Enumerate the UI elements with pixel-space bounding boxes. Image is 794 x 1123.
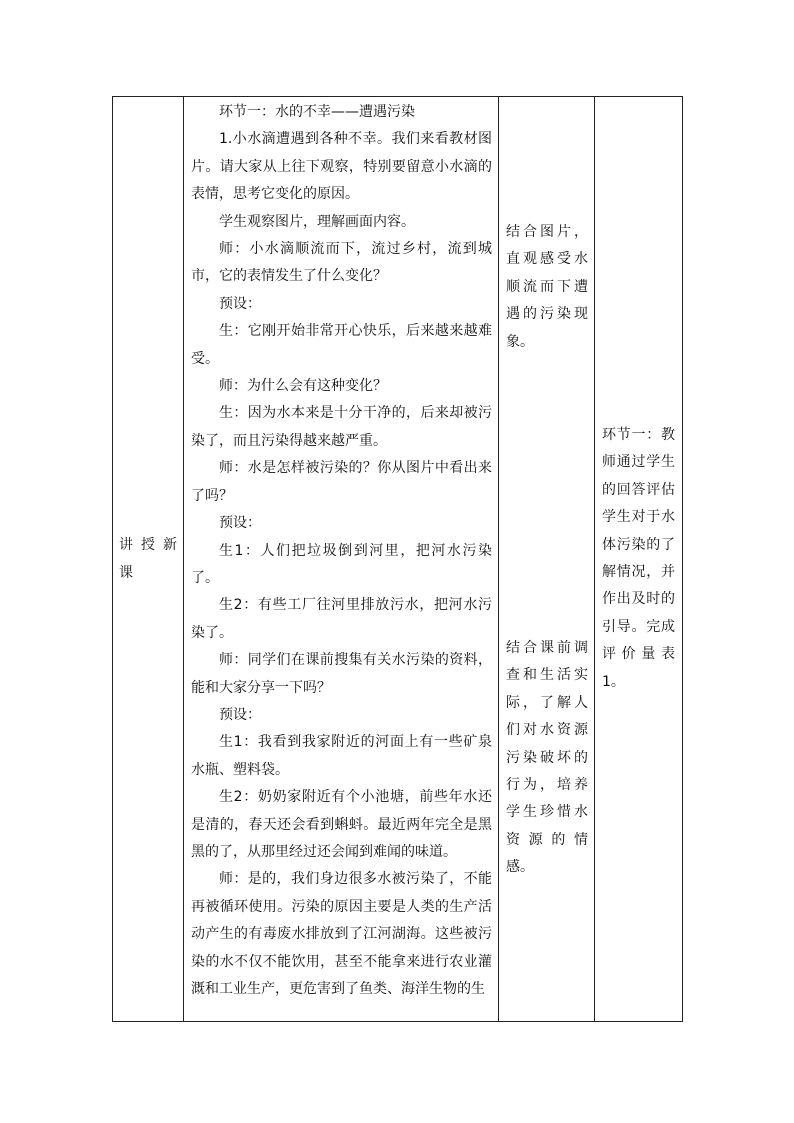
teaching-process-cell	[184, 97, 499, 1022]
process-paragraph: 生1：我看到我家附近的河面上有一些矿泉水瓶、塑料袋。	[191, 734, 492, 778]
process-paragraph: 师：为什么会有这种变化？	[219, 378, 387, 395]
process-paragraph: 师：同学们在课前搜集有关水污染的资料，能和大家分享一下吗？	[191, 652, 492, 696]
process-paragraph: 师：小水滴顺流而下，流过乡村，流到城市，它的表情发生了什么变化？	[191, 241, 492, 285]
process-paragraph: 生：因为水本来是十分干净的，后来却被污染了，而且污染得越来越严重。	[191, 405, 492, 449]
process-paragraph: 生2：有些工厂往河里排放污水，把河水污染了。	[191, 597, 492, 641]
process-paragraph: 生2：奶奶家附近有个小池塘，前些年水还是清的，春天还会看到蝌蚪。最近两年完全是黑黑的了，从那里经过还会闻到难闻的味道。	[191, 789, 492, 860]
design-intent-2: 结合课前调查和生活实际，了解人们对水资源污染破坏的行为，培养学生珍惜水资源的情感。	[506, 640, 588, 876]
design-intent-1: 结合图片，直观感受水顺流而下遭遇的污染现象。	[506, 224, 588, 350]
evaluation-text: 环节一：教师通过学生的回答评估学生对于水体污染的了解情况，并作出及时的引导。完成评价量表1。	[602, 426, 675, 690]
table-row	[113, 97, 683, 1022]
process-paragraph: 预设：	[219, 706, 261, 723]
process-paragraph: 师：是的，我们身边很多水被污染了，不能再被循环使用。污染的原因主要是人类的生产活动产生的有毒废水排放到了江河湖海。这些被污染的水不仅不能饮用，甚至不能拿来进行农业灌溉和工业生产，更危害到了鱼类、海洋生物的生	[191, 871, 492, 997]
process-paragraph: 1.小水滴遭遇到各种不幸。我们来看教材图片。请大家从上往下观察，特别要留意小水滴的表情，思考它变化的原因。	[191, 131, 492, 203]
evaluation-cell	[595, 97, 683, 1022]
section-label-cell	[113, 97, 184, 1022]
process-paragraph: 环节一：水的不幸——遭遇污染	[219, 104, 415, 120]
process-paragraph: 预设：	[219, 295, 261, 312]
process-paragraph: 学生观察图片，理解画面内容。	[219, 213, 415, 230]
process-paragraph: 生1：人们把垃圾倒到河里，把河水污染了。	[191, 542, 492, 586]
design-intent-cell	[499, 97, 595, 1022]
process-paragraph: 预设：	[219, 515, 261, 532]
process-paragraph: 生：它刚开始非常开心快乐，后来越来越难受。	[191, 323, 492, 367]
section-label: 讲 授 新 课	[119, 537, 177, 581]
lesson-plan-table	[112, 96, 683, 1022]
process-paragraph: 师：水是怎样被污染的？你从图片中看出来了吗？	[191, 460, 492, 504]
